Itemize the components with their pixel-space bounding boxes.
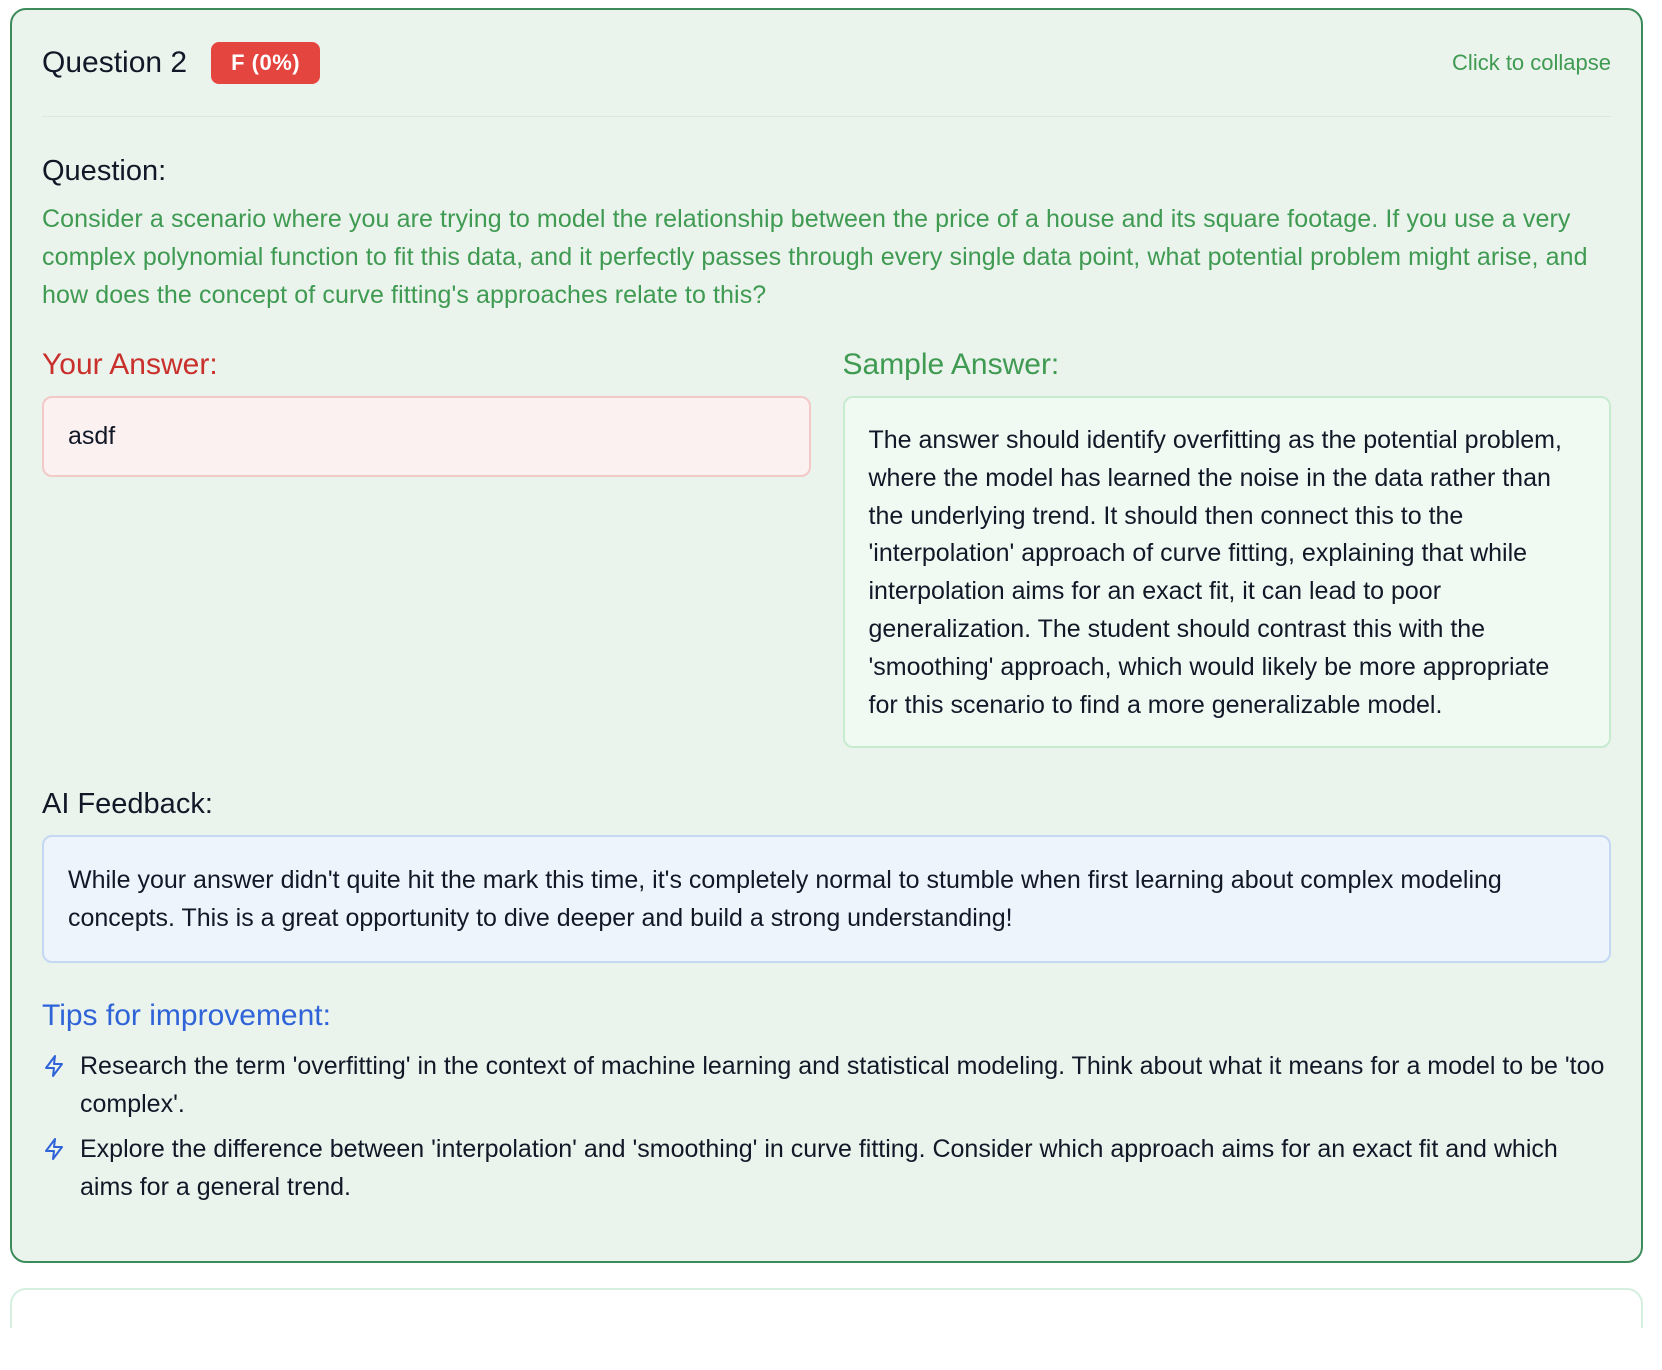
sample-answer-box: The answer should identify overfitting as the potential problem, where the model has learned the noise in the data rather than the underlying trend. It should then connect this to the 'interpolation' approach of curve fitting, explaining that while interpolation aims for an exact fit, it can lead to poor generalization. The student should contrast this with the 'smoothing' approach, which would likely be more appropriate for this scenario to find a more generalizable model.: [843, 396, 1612, 748]
feedback-box: While your answer didn't quite hit the mark this time, it's completely normal to stumble when first learning about complex modeling concepts. This is a great opportunity to dive deeper and build a strong understanding!: [42, 835, 1611, 963]
your-answer-box: asdf: [42, 396, 811, 477]
tips-list: [42, 1047, 1611, 1206]
question-label: Question:: [42, 155, 167, 187]
tip-item: [42, 1130, 1611, 1206]
header-left: [42, 42, 320, 84]
tip-text: Explore the difference between 'interpolation' and 'smoothing' in curve fitting. Consider which approach aims for an exact fit and which aims for a general trend.: [80, 1135, 1558, 1202]
question-number: Question 2: [42, 46, 188, 79]
sample-answer-column: [843, 348, 1612, 748]
next-question-card-edge: [10, 1288, 1643, 1328]
question-text: Consider a scenario where you are trying to model the relationship between the price of a house and its square footage. If you use a very complex polynomial function to fit this data, and it perfectly passes through every single data point, what potential problem might arise, and how does the concept of curve fitting's approaches relate to this?: [42, 205, 1588, 309]
your-answer-column: [42, 348, 811, 477]
tip-text: Research the term 'overfitting' in the context of machine learning and statistical modeling. Think about what it means for a model to be 'too complex'.: [80, 1052, 1605, 1119]
tip-item: [42, 1047, 1611, 1123]
answers-row: [42, 348, 1611, 748]
collapse-toggle[interactable]: Click to collapse: [1452, 50, 1611, 75]
card-header[interactable]: [42, 10, 1611, 117]
question-result-card: [10, 8, 1643, 1263]
grade-badge: F (0%): [211, 42, 320, 84]
feedback-label: AI Feedback:: [42, 788, 213, 821]
lightning-icon: [42, 1054, 66, 1078]
your-answer-label: Your Answer:: [42, 348, 218, 381]
sample-answer-label: Sample Answer:: [842, 348, 1060, 381]
tips-label: Tips for improvement:: [42, 999, 331, 1033]
lightning-icon: [42, 1137, 66, 1161]
